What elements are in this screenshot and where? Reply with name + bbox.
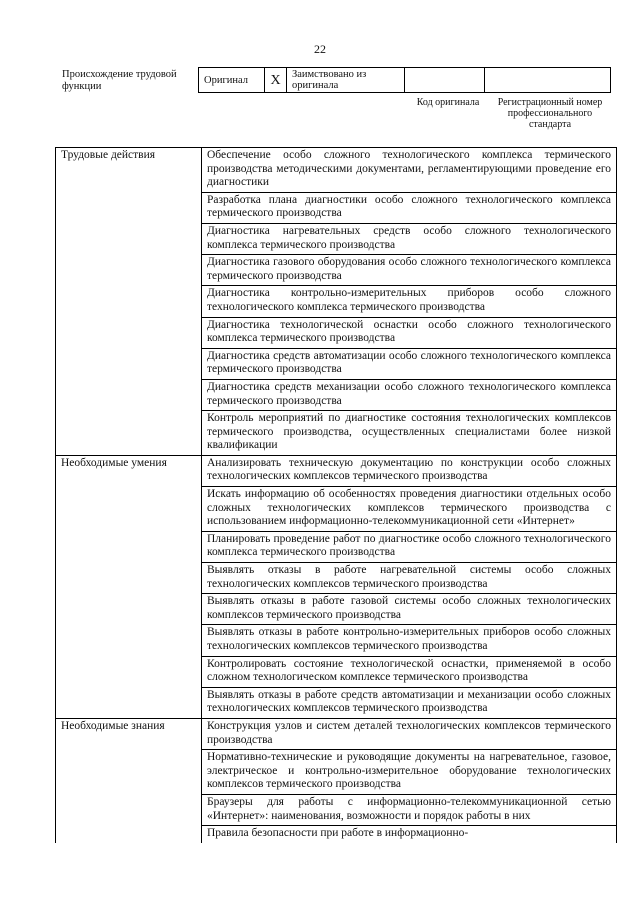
table-row bbox=[56, 718, 617, 749]
borrowed-cell: Заимствовано из оригинала bbox=[287, 68, 405, 93]
table-cell: Выявлять отказы в работе средств автоматизации и механизации особо сложных технологических комплексов термического производства bbox=[202, 687, 617, 718]
section-title: Трудовые действия bbox=[56, 148, 202, 456]
table-row bbox=[56, 455, 617, 486]
table-cell: Диагностика технологической оснастки особо сложного технологического комплекса термического производства bbox=[202, 317, 617, 348]
table-cell: Разработка плана диагностики особо сложного технологического комплекса термического производства bbox=[202, 192, 617, 223]
section-title: Необходимые знания bbox=[56, 718, 202, 842]
table-cell: Браузеры для работы с информационно-телекоммуникационной сетью «Интернет»: наименования, возможности и порядок работы в них bbox=[202, 794, 617, 825]
original-cell: Оригинал bbox=[199, 68, 265, 93]
section-title: Необходимые умения bbox=[56, 455, 202, 718]
table-cell: Контролировать состояние технологической оснастки, применяемой в особо сложном технологическом комплексе термического производства bbox=[202, 656, 617, 687]
original-mark: X bbox=[265, 68, 287, 93]
origin-table bbox=[198, 67, 611, 93]
table-cell: Диагностика средств автоматизации особо сложного технологического комплекса термического производства bbox=[202, 348, 617, 379]
table-cell: Правила безопасности при работе в информационно- bbox=[202, 826, 617, 843]
table-cell: Выявлять отказы в работе нагревательной системы особо сложных технологических комплексов термического производства bbox=[202, 563, 617, 594]
table-row bbox=[56, 148, 617, 193]
origin-label: Происхождение трудовой функции bbox=[62, 69, 177, 92]
reg-number-label: Регистрационный номер профессионального стандарта bbox=[497, 97, 603, 130]
table-cell: Контроль мероприятий по диагностике состояния технологических комплексов термического производства, осуществленных специалистами более низкой квалификации bbox=[202, 411, 617, 456]
page-number: 22 bbox=[314, 42, 326, 56]
table-cell: Выявлять отказы в работе газовой системы особо сложных технологических комплексов термического производства bbox=[202, 594, 617, 625]
table-cell: Диагностика газового оборудования особо сложного технологического комплекса термического производства bbox=[202, 255, 617, 286]
table-cell: Выявлять отказы в работе контрольно-измерительных приборов особо сложных технологических комплексов термического производства bbox=[202, 625, 617, 656]
labor-function-table bbox=[55, 147, 617, 843]
code-label: Код оригинала bbox=[416, 97, 480, 108]
table-cell: Диагностика средств механизации особо сложного технологического комплекса термического производства bbox=[202, 379, 617, 410]
table-cell: Диагностика контрольно-измерительных приборов особо сложного технологического комплекса термического производства bbox=[202, 286, 617, 317]
table-cell: Обеспечение особо сложного технологического комплекса термического производства методическими документами, регламентирующими проведение его диагностики bbox=[202, 148, 617, 193]
table-cell: Конструкция узлов и систем деталей технологических комплексов термического производства bbox=[202, 718, 617, 749]
table-cell: Планировать проведение работ по диагностике особо сложного технологического комплекса термического производства bbox=[202, 531, 617, 562]
code-cell bbox=[405, 68, 485, 93]
table-cell: Диагностика нагревательных средств особо сложного технологического комплекса термического производства bbox=[202, 223, 617, 254]
table-cell: Анализировать техническую документацию по конструкции особо сложных технологических комплексов термического производства bbox=[202, 455, 617, 486]
reg-number-cell bbox=[485, 68, 611, 93]
table-cell: Искать информацию об особенностях проведения диагностики отдельных особо сложных технологических комплексов термического производства с использованием информационно-телекоммуникационной сети «Интернет» bbox=[202, 487, 617, 532]
table-cell: Нормативно-технические и руководящие документы на нагревательное, газовое, электрическое и контрольно-измерительное оборудование технологических комплексов термического производства bbox=[202, 750, 617, 795]
